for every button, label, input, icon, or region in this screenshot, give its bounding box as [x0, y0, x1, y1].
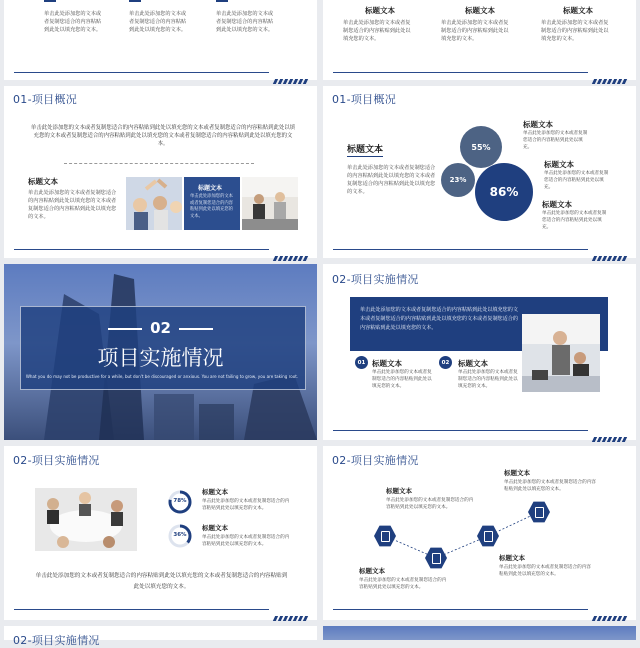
item-text: 单击此处添加您的文本或者复制您适合的内容粘贴到此处以填充。 [523, 131, 588, 151]
slide-3 [323, 86, 636, 258]
percent-circle: 86% [475, 163, 533, 221]
slide-1-left [4, 0, 317, 80]
info-card [184, 177, 240, 230]
column-text: 单击此处添加您的文本或者复制您适合的内容粘贴到此处以填充您的文本。 [216, 11, 274, 33]
footer-stripes [593, 427, 628, 432]
footer-stripes [274, 606, 309, 611]
meeting-photo [242, 177, 298, 230]
section-number: 02 [150, 319, 171, 337]
item-number-badge: 02 [439, 356, 452, 369]
top-accent-bar [216, 0, 228, 2]
footer-line [14, 609, 269, 610]
item-heading: 标题文本 [544, 160, 574, 169]
item-heading: 标题文本 [504, 469, 530, 477]
block-text: 单击此处添加您的文本或者复制您适合的内容粘贴到此处以填充您的文本或者复制您适合的内容粘贴到此处以填充您的文本。 [28, 190, 117, 220]
item-text: 单击此处添加您的文本或者复制您适合的内容粘贴到此处以填充您的文本。 [499, 565, 591, 578]
office-illustration [522, 314, 600, 392]
ring-heading: 标题文本 [202, 524, 228, 532]
column-text: 单击此处添加您的文本或者复制您适合的内容粘贴到此处以填充您的文本。 [441, 20, 509, 42]
slide-7 [323, 446, 636, 620]
item-heading: 标题文本 [386, 487, 412, 495]
intro-text: 单击此处添加您的文本或者复制您适合的内容粘贴到此处以填充您的文本或者复制您适合的内容粘贴到此处以填充您的文本或者复制您适合的内容粘贴到此处以填充您的文本或者复制您适合的内容粘贴到此处以填充您的文本。 [30, 125, 296, 147]
item-text: 单击此处添加您的文本或者复制您适合的内容粘贴到此处以填充。 [542, 211, 607, 231]
banner-text: 单击此处添加您的文本或者复制您适合的内容粘贴到此处以填充您的文本或者复制您适合的内容粘贴到此处以填充您的文本或者复制您适合的内容粘贴到此处以填充您的文本。 [360, 307, 518, 331]
number-line-left [108, 328, 142, 330]
slide-1-right [323, 0, 636, 80]
percent-circle: 23% [441, 163, 475, 197]
section-title: 02-项目实施情况 [332, 273, 419, 286]
card-heading: 标题文本 [198, 185, 223, 192]
column-text: 单击此处添加您的文本或者复制您适合的内容粘贴到此处以填充您的文本。 [44, 11, 102, 33]
team-hands-illustration [126, 177, 182, 230]
item-number-badge: 01 [355, 356, 368, 369]
footer-line [333, 430, 588, 431]
top-accent-bar [129, 0, 141, 2]
ring-heading: 标题文本 [202, 488, 228, 496]
team-table-illustration [35, 488, 137, 551]
office-photo [522, 314, 600, 392]
slide-2 [4, 86, 317, 258]
item-text: 单击此处添加您的文本或者复制您适合的内容粘贴到此处以填充您的文本。 [504, 480, 596, 493]
item-text: 单击此处添加您的文本或者复制您适合的内容粘贴到此处以填充您的文本。 [458, 370, 518, 390]
number-line-right [179, 328, 213, 330]
top-accent-bar [44, 0, 56, 2]
dashed-divider [64, 163, 254, 164]
slide-8 [4, 626, 317, 647]
footer-line [333, 249, 588, 250]
section-number-row [4, 319, 317, 337]
item-heading: 标题文本 [499, 554, 525, 562]
section-title: 02-项目实施情况 [332, 454, 419, 467]
slide-9-cover [323, 626, 636, 640]
block-heading: 标题文本 [28, 177, 58, 186]
slide-4-cover [4, 264, 317, 440]
section-title: 02-项目实施情况 [13, 454, 100, 467]
ring-text: 单击此处添加您的文本或者复制您适合的内容粘贴到此处以填充您的文本。 [202, 535, 290, 548]
item-text: 单击此处添加您的文本或者复制您适合的内容粘贴到此处以填充您的文本。 [386, 498, 474, 511]
ring-label: 78% [173, 498, 187, 504]
footer-line [333, 72, 588, 73]
column-heading: 标题文本 [465, 6, 495, 15]
footer-line [333, 609, 588, 610]
footer-line [14, 72, 269, 73]
footer-stripes [593, 606, 628, 611]
column-text: 单击此处添加您的文本或者复制您适合的内容粘贴到此处以填充您的文本。 [343, 20, 411, 42]
card-text: 单击此处添加您的文本或者复制您适合的内容粘贴到此处以填充您的文本。 [190, 194, 233, 219]
team-table-photo [35, 488, 137, 551]
footer-stripes [593, 69, 628, 74]
item-heading: 标题文本 [542, 200, 572, 209]
item-text: 单击此处添加您的文本或者复制您适合的内容粘贴到此处以填充您的文本。 [359, 578, 447, 591]
column-text: 单击此处添加您的文本或者复制您适合的内容粘贴到此处以填充您的文本。 [541, 20, 609, 42]
footer-stripes [274, 246, 309, 251]
column-heading: 标题文本 [563, 6, 593, 15]
item-heading: 标题文本 [458, 359, 488, 368]
item-text: 单击此处添加您的文本或者复制您适合的内容粘贴到此处以填充您的文本。 [372, 370, 432, 390]
item-heading: 标题文本 [523, 120, 553, 129]
meeting-illustration [242, 177, 298, 230]
section-title: 01-项目概况 [332, 93, 397, 106]
section-cover-title: 项目实施情况 [97, 346, 224, 370]
heading-underline [347, 156, 383, 157]
team-photo [126, 177, 182, 230]
block-text: 单击此处添加您的文本或者复制您适合的内容粘贴到此处以填充您的文本或者复制您适合的内容粘贴到此处以填充您的文本。 [347, 165, 436, 195]
column-heading: 标题文本 [365, 6, 395, 15]
slide-6 [4, 446, 317, 620]
column-text: 单击此处添加您的文本或者复制您适合的内容粘贴到此处以填充您的文本。 [129, 11, 187, 33]
footer-stripes [593, 246, 628, 251]
item-heading: 标题文本 [359, 567, 385, 575]
item-heading: 标题文本 [372, 359, 402, 368]
footer-line [14, 249, 269, 250]
section-title: 02-项目实施情况 [13, 634, 100, 647]
cover-quote: What you do may not be productive for a while, but don't be discouraged or anxious. You are not failing to grow, you are taking root. [25, 374, 299, 379]
slide-5 [323, 264, 636, 440]
block-heading: 标题文本 [347, 145, 384, 155]
item-text: 单击此处添加您的文本或者复制您适合的内容粘贴到此处以填充。 [544, 171, 609, 191]
footer-stripes [274, 69, 309, 74]
section-title: 01-项目概况 [13, 93, 78, 106]
ring-text: 单击此处添加您的文本或者复制您适合的内容粘贴到此处以填充您的文本。 [202, 499, 290, 512]
percent-circle: 55% [460, 126, 502, 168]
footer-text: 单击此处添加您的文本或者复制您适合的内容粘贴到此处以填充您的文本或者复制您适合的内容粘贴到此处以填充您的文本。 [35, 573, 288, 590]
ring-label: 36% [173, 532, 187, 538]
